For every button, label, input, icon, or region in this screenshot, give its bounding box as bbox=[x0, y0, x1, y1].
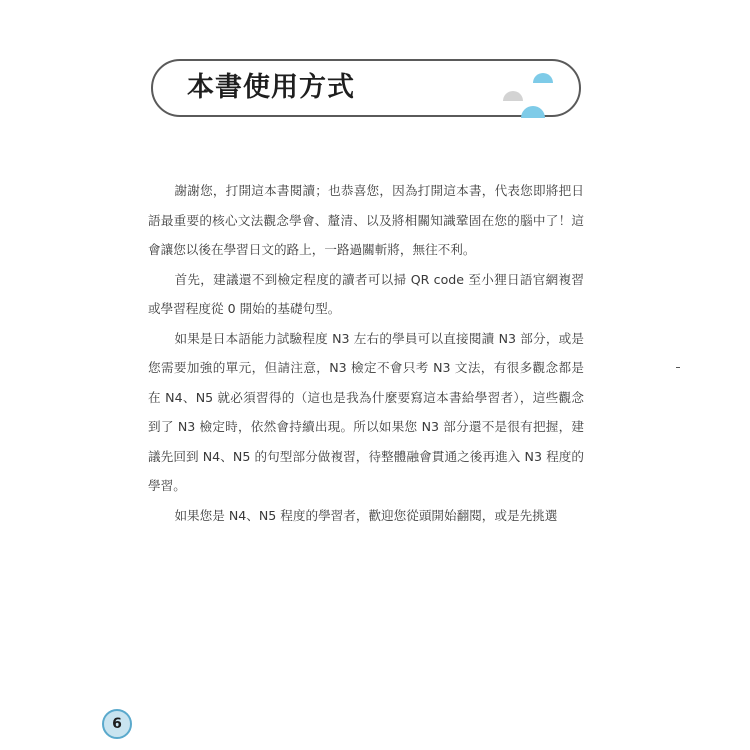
section-title: 本書使用方式 bbox=[187, 72, 355, 103]
gray-dot bbox=[503, 91, 523, 101]
paragraph-4: 如果您是 N4、N5 程度的學習者，歡迎您從頭開始翻閱，或是先挑選 bbox=[174, 507, 558, 523]
blue-dot-bottom bbox=[521, 106, 545, 118]
paragraph-3: 如果是日本語能力試驗程度 N3 左右的學員可以直接閱讀 N3 部分，或是您需要加強的單元，但請注意，N3 檢定不會只考 N3 文法，有很多觀念都是在 N4、N5 就必須習得的（這也是我為什麼要寫這本書給學習者），這些觀念到了 N3 檢定時，依然會持續出現。所以如果您 N3 部分還不是很有把握，建議先回到 N4、N5 的句型部分做複習，待整體融會貫通之後再進入 N3 程度的學習。 bbox=[148, 330, 584, 493]
paragraph-1: 謝謝您，打開這本書閱讀；也恭喜您，因為打開這本書，代表您即將把日語最重要的核心文法觀念學會、釐清、以及將相關知識鞏固在您的腦中了！這會讓您以後在學習日文的路上，一路過關斬將，無往不利。 bbox=[148, 183, 584, 257]
paragraph-2: 首先，建議還不到檢定程度的讀者可以掃 QR code 至小狸日語官網複習或學習程度從 0 開始的基礎句型。 bbox=[148, 271, 584, 316]
decorative-dots bbox=[498, 66, 558, 120]
blue-dot-top bbox=[533, 73, 553, 83]
stray-mark bbox=[676, 367, 680, 368]
page-number-badge: 6 bbox=[102, 709, 132, 739]
body-text bbox=[148, 176, 584, 530]
